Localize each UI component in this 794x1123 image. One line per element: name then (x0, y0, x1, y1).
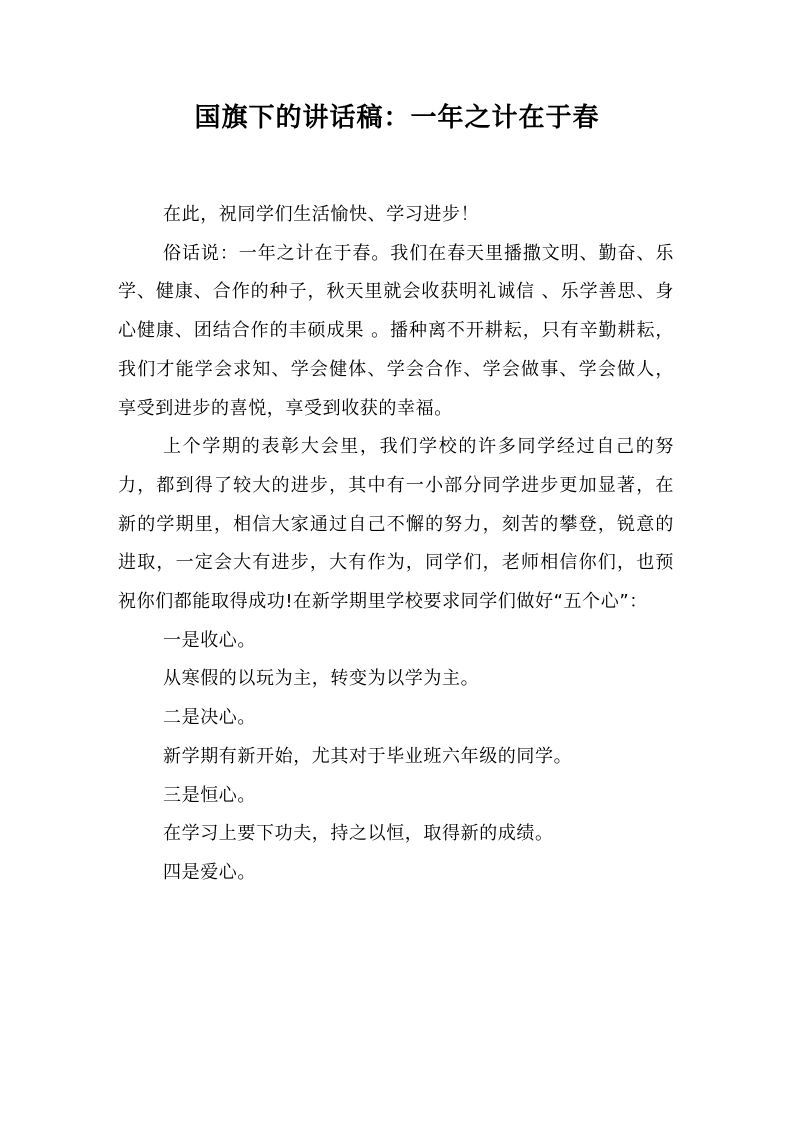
document-body (118, 196, 674, 893)
paragraph-last-semester: 上个学期的表彰大会里，我们学校的许多同学经过自己的努力，都到得了较大的进步，其中有一小部分同学进步更加显著，在新的学期里，相信大家通过自己不懈的努力，刻苦的攀登，锐意的进取，一定会大有进步，大有作为，同学们，老师相信你们，也预祝你们都能取得成功!在新学期里学校要求同学们做好“五个心”： (118, 436, 674, 613)
paragraph-point-3-text: 在学习上要下功夫，持之以恒，取得新的成绩。 (163, 823, 554, 845)
paragraph-proverb: 俗话说：一年之计在于春。我们在春天里播撒文明、勤奋、乐学、健康、合作的种子，秋天里就会收获明礼诚信 、乐学善思、身心健康、团结合作的丰硕成果 。播种离不开耕耘，只有辛勤耕耘，我们才能学会求知、学会健体、学会合作、学会做事、学会做人，享受到进步的喜悦，享受到收获的幸福。 (118, 242, 674, 419)
paragraph-point-4-heading: 四是爱心。 (163, 861, 256, 883)
paragraph-greeting: 在此，祝同学们生活愉快、学习进步！ (163, 204, 480, 225)
paragraph-point-2-heading: 二是决心。 (163, 707, 256, 729)
paragraph-point-1-text: 从寒假的以玩为主，转变为以学为主。 (163, 668, 480, 690)
document-title: 国旗下的讲话稿：一年之计在于春 (194, 103, 600, 133)
paragraph-point-3-heading: 三是恒心。 (163, 784, 256, 806)
paragraph-point-1-heading: 一是收心。 (163, 629, 256, 651)
paragraph-point-2-text: 新学期有新开始，尤其对于毕业班六年级的同学。 (163, 745, 573, 767)
